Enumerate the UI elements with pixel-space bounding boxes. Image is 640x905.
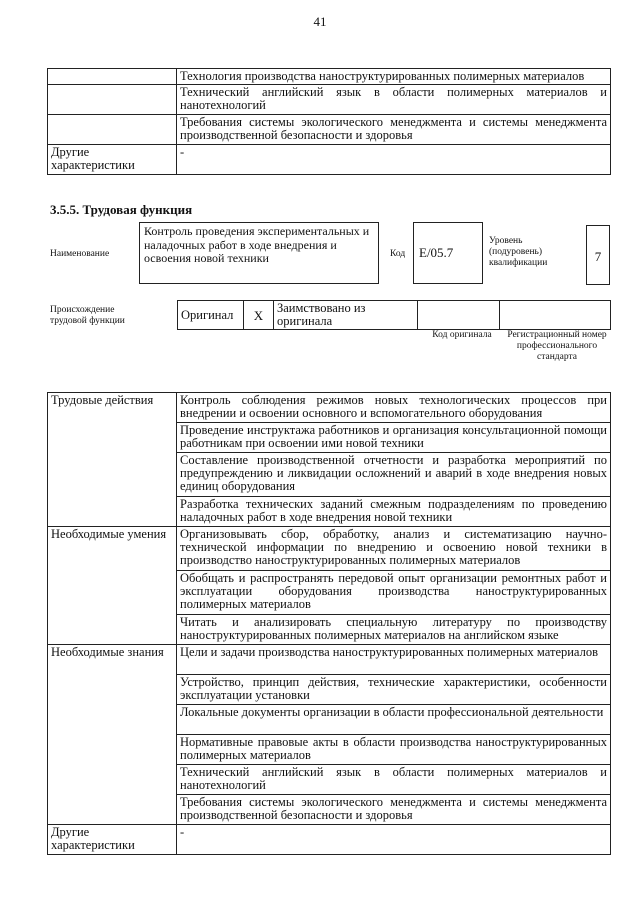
original-label: Оригинал: [178, 301, 244, 330]
other-characteristics-value: -: [177, 825, 611, 855]
section-title: 3.5.5. Трудовая функция: [50, 202, 193, 217]
origin-table: [177, 300, 611, 330]
table-row: [48, 645, 611, 675]
table-row: [48, 69, 611, 85]
required-skills-label: Необходимые умения: [48, 527, 177, 645]
level-label: Уровень (подуровень) квалификации: [489, 236, 548, 268]
other-characteristics-value: -: [177, 145, 611, 175]
original-code-caption: Код оригинала: [432, 330, 492, 340]
row-header-cell: [48, 85, 177, 115]
knowledge-item: Нормативные правовые акты в области производства наноструктурированных полимерных материалов: [177, 735, 611, 765]
code-value: E/05.7: [419, 245, 454, 260]
labor-action-item: Контроль соблюдения режимов новых технологических процессов при внедрении и освоении основного и вспомогательного оборудования: [177, 393, 611, 423]
original-code-cell: [418, 301, 500, 330]
row-header-cell: [48, 69, 177, 85]
labor-action-item: Проведение инструктажа работников и организация консультационной помощи работникам при освоении ими новой техники: [177, 423, 611, 453]
level-value: 7: [594, 249, 602, 264]
table-row: [48, 527, 611, 571]
registration-number-cell: [500, 301, 611, 330]
level-box: [586, 225, 610, 285]
table-row: [48, 825, 611, 855]
knowledge-item: Требования системы экологического менеджмента и системы менеджмента производственной безопасности и здоровья: [177, 795, 611, 825]
skill-item: Обобщать и распространять передовой опыт организации ремонтных работ и эксплуатации оборудования производства наноструктурированных полимерных материалов: [177, 571, 611, 615]
function-name-box: [139, 222, 379, 284]
skill-item: Организовывать сбор, обработку, анализ и систематизацию научно-технической информации по внедрению и освоению новой техники в производство наноструктурированных полимерных материалов: [177, 527, 611, 571]
table-row: [48, 115, 611, 145]
labor-function-table: [47, 392, 611, 855]
other-characteristics-label: Другие характеристики: [48, 825, 177, 855]
original-mark: X: [244, 301, 274, 330]
code-label: Код: [390, 249, 406, 259]
knowledge-item: Требования системы экологического менеджмента и системы менеджмента производственной безопасности и здоровья: [177, 115, 611, 145]
function-name-value: Контроль проведения экспериментальных и наладочных работ в ходе внедрения и освоения новой техники: [144, 224, 370, 265]
origin-label: Происхождение трудовой функции: [50, 305, 125, 326]
knowledge-item: Технический английский язык в области полимерных материалов и нанотехнологий: [177, 85, 611, 115]
code-box: [413, 222, 483, 284]
knowledge-item: Технический английский язык в области полимерных материалов и нанотехнологий: [177, 765, 611, 795]
skill-item: Читать и анализировать специальную литературу по производству наноструктурированных полимерных материалов на английском языке: [177, 615, 611, 645]
borrowed-label: Заимствовано из оригинала: [274, 301, 418, 330]
table-row: [48, 393, 611, 423]
required-knowledge-label: Необходимые знания: [48, 645, 177, 825]
name-label: Наименование: [50, 249, 110, 259]
table-row: [48, 85, 611, 115]
registration-number-caption: Регистрационный номер профессионального стандарта: [507, 330, 607, 362]
table-row: [178, 301, 611, 330]
knowledge-table-continued: [47, 68, 611, 175]
knowledge-item: Цели и задачи производства наноструктурированных полимерных материалов: [177, 645, 611, 675]
labor-action-item: Разработка технических заданий смежным подразделениям по проведению наладочных работ в ходе внедрения новой техники: [177, 497, 611, 527]
row-header-cell: [48, 115, 177, 145]
table-row: [48, 145, 611, 175]
labor-actions-label: Трудовые действия: [48, 393, 177, 527]
other-characteristics-label: Другие характеристики: [48, 145, 177, 175]
knowledge-item: Технология производства наноструктурированных полимерных материалов: [177, 69, 611, 85]
knowledge-item: Локальные документы организации в области профессиональной деятельности: [177, 705, 611, 735]
page-number: 41: [313, 14, 327, 29]
labor-action-item: Составление производственной отчетности и разработка мероприятий по предупреждению и ликвидации осложнений и аварий в ходе внедрения новых единиц оборудования: [177, 453, 611, 497]
knowledge-item: Устройство, принцип действия, технические характеристики, особенности эксплуатации установки: [177, 675, 611, 705]
